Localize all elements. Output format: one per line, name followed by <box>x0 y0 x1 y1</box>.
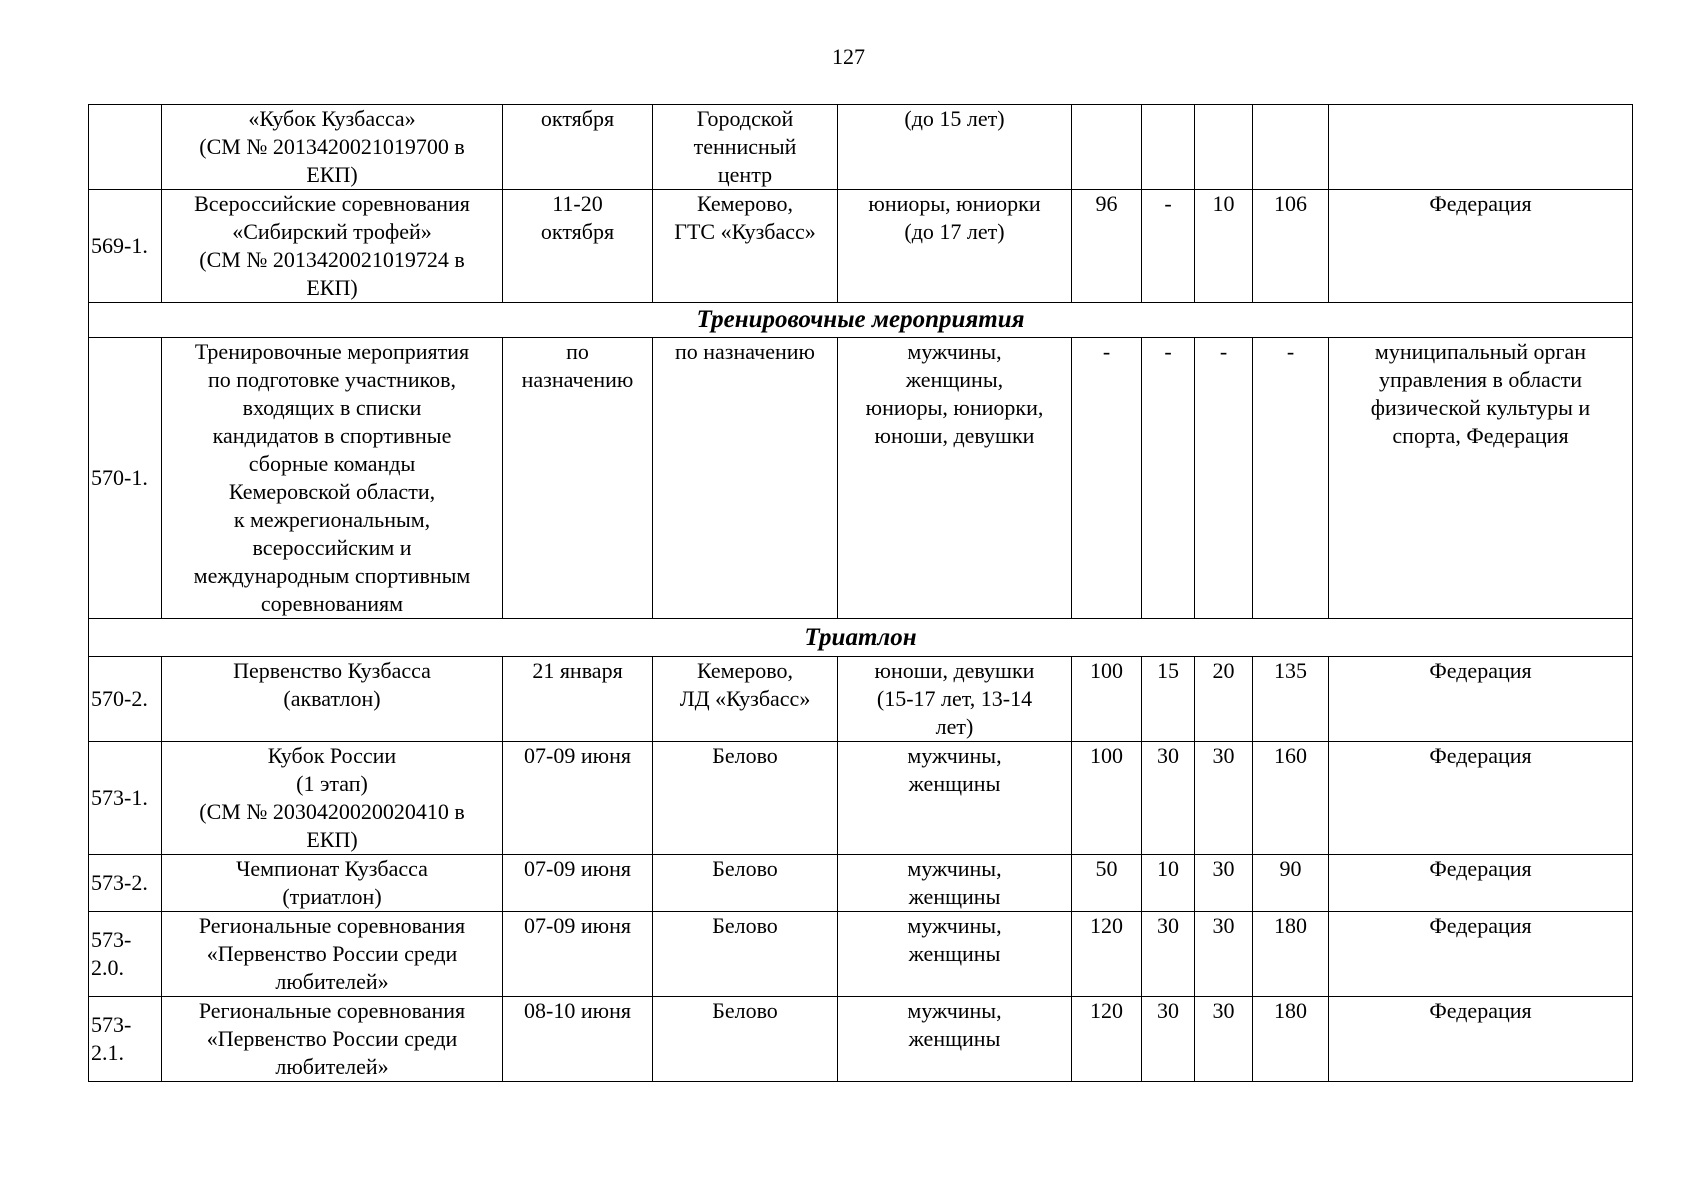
count-cell: 100 <box>1072 657 1142 742</box>
table-row <box>89 338 1633 619</box>
event-number: 573- 2.1. <box>89 997 162 1082</box>
count-cell: 10 <box>1195 190 1253 303</box>
event-participants: мужчины, женщины <box>838 855 1072 912</box>
event-organizer: Федерация <box>1329 855 1633 912</box>
event-name: Тренировочные мероприятия по подготовке участников, входящих в списки кандидатов в спортивные сборные команды Кемеровской области, к межрегиональным, всероссийским и международным спортивным соревнованиям <box>162 338 503 619</box>
event-number: 570-2. <box>89 657 162 742</box>
event-organizer: Федерация <box>1329 657 1633 742</box>
section-row <box>89 303 1633 338</box>
count-cell: 30 <box>1195 855 1253 912</box>
event-number: 573-1. <box>89 742 162 855</box>
event-dates: 21 января <box>503 657 653 742</box>
table-row <box>89 855 1633 912</box>
section-title: Тренировочные мероприятия <box>89 303 1633 338</box>
count-total: 180 <box>1253 912 1329 997</box>
count-cell <box>1142 105 1195 190</box>
count-total <box>1253 105 1329 190</box>
event-name: Чемпионат Кузбасса (триатлон) <box>162 855 503 912</box>
event-place: по назначению <box>653 338 838 619</box>
event-participants: мужчины, женщины <box>838 912 1072 997</box>
event-participants: юниоры, юниорки (до 17 лет) <box>838 190 1072 303</box>
count-cell: 50 <box>1072 855 1142 912</box>
event-name: Всероссийские соревнования «Сибирский трофей» (СМ № 2013420021019724 в ЕКП) <box>162 190 503 303</box>
events-table <box>88 104 1633 1082</box>
count-cell: 100 <box>1072 742 1142 855</box>
count-cell: 30 <box>1195 997 1253 1082</box>
count-cell <box>1195 105 1253 190</box>
event-number <box>89 105 162 190</box>
count-cell: - <box>1195 338 1253 619</box>
event-participants: (до 15 лет) <box>838 105 1072 190</box>
event-organizer <box>1329 105 1633 190</box>
event-organizer: Федерация <box>1329 742 1633 855</box>
event-participants: мужчины, женщины <box>838 997 1072 1082</box>
table-row <box>89 997 1633 1082</box>
count-cell: 30 <box>1142 997 1195 1082</box>
event-organizer: Федерация <box>1329 190 1633 303</box>
count-total: 106 <box>1253 190 1329 303</box>
event-organizer: муниципальный орган управления в области физической культуры и спорта, Федерация <box>1329 338 1633 619</box>
event-name: Региональные соревнования «Первенство России среди любителей» <box>162 997 503 1082</box>
count-cell <box>1072 105 1142 190</box>
event-participants: мужчины, женщины, юниоры, юниорки, юноши, девушки <box>838 338 1072 619</box>
count-total: 160 <box>1253 742 1329 855</box>
event-place: Городской теннисный центр <box>653 105 838 190</box>
count-cell: 30 <box>1142 912 1195 997</box>
count-total: 135 <box>1253 657 1329 742</box>
event-dates: 08-10 июня <box>503 997 653 1082</box>
event-name: Региональные соревнования «Первенство России среди любителей» <box>162 912 503 997</box>
event-number: 573- 2.0. <box>89 912 162 997</box>
section-title: Триатлон <box>89 619 1633 657</box>
event-name: Кубок России (1 этап) (СМ № 2030420020020410 в ЕКП) <box>162 742 503 855</box>
count-cell: 30 <box>1142 742 1195 855</box>
table-row <box>89 912 1633 997</box>
count-cell: 15 <box>1142 657 1195 742</box>
event-name: Первенство Кузбасса (акватлон) <box>162 657 503 742</box>
event-participants: мужчины, женщины <box>838 742 1072 855</box>
event-place: Белово <box>653 912 838 997</box>
event-place: Белово <box>653 742 838 855</box>
event-dates: 11-20 октября <box>503 190 653 303</box>
table-row <box>89 190 1633 303</box>
event-number: 573-2. <box>89 855 162 912</box>
event-dates: 07-09 июня <box>503 742 653 855</box>
event-dates: по назначению <box>503 338 653 619</box>
count-cell: - <box>1142 338 1195 619</box>
event-organizer: Федерация <box>1329 912 1633 997</box>
table-row <box>89 742 1633 855</box>
count-total: 180 <box>1253 997 1329 1082</box>
event-place: Кемерово, ГТС «Кузбасс» <box>653 190 838 303</box>
count-cell: 30 <box>1195 912 1253 997</box>
event-dates: 07-09 июня <box>503 855 653 912</box>
count-cell: 120 <box>1072 997 1142 1082</box>
count-cell: 10 <box>1142 855 1195 912</box>
event-place: Белово <box>653 997 838 1082</box>
event-number: 569-1. <box>89 190 162 303</box>
table-row <box>89 105 1633 190</box>
count-cell: 120 <box>1072 912 1142 997</box>
table-row <box>89 657 1633 742</box>
event-participants: юноши, девушки (15-17 лет, 13-14 лет) <box>838 657 1072 742</box>
count-total: 90 <box>1253 855 1329 912</box>
count-cell: - <box>1072 338 1142 619</box>
event-place: Белово <box>653 855 838 912</box>
event-organizer: Федерация <box>1329 997 1633 1082</box>
section-row <box>89 619 1633 657</box>
event-name: «Кубок Кузбасса» (СМ № 2013420021019700 в ЕКП) <box>162 105 503 190</box>
count-total: - <box>1253 338 1329 619</box>
event-dates: 07-09 июня <box>503 912 653 997</box>
count-cell: 20 <box>1195 657 1253 742</box>
event-place: Кемерово, ЛД «Кузбасс» <box>653 657 838 742</box>
event-dates: октября <box>503 105 653 190</box>
count-cell: 96 <box>1072 190 1142 303</box>
page-number: 127 <box>832 44 865 69</box>
count-cell: 30 <box>1195 742 1253 855</box>
event-number: 570-1. <box>89 338 162 619</box>
count-cell: - <box>1142 190 1195 303</box>
